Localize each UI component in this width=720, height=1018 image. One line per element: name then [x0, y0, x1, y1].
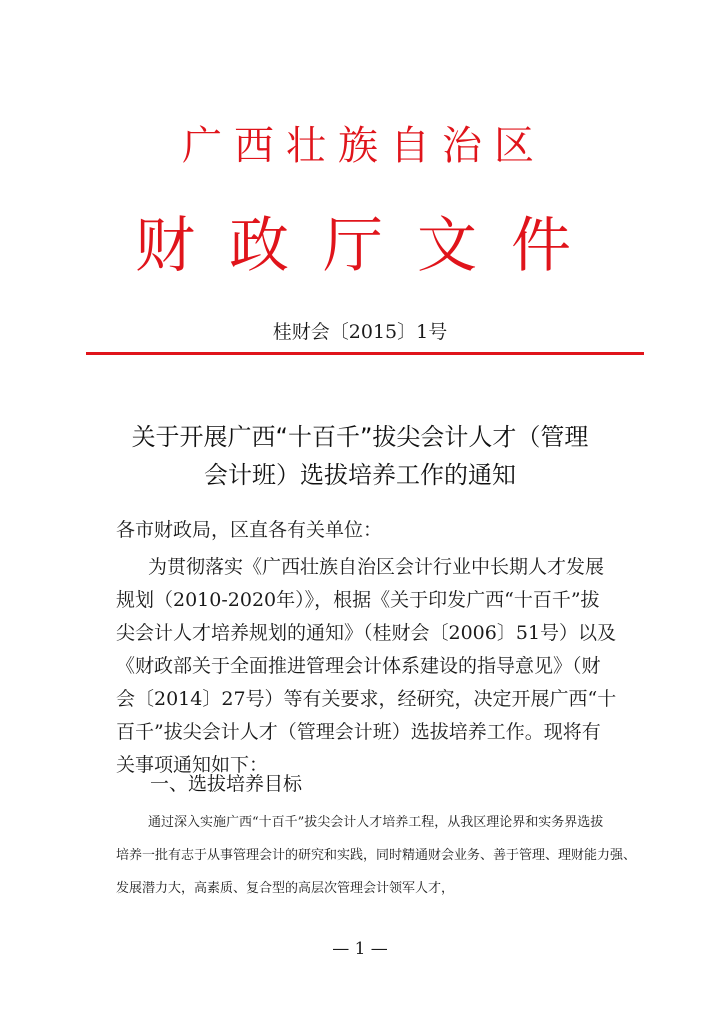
addressee: 各市财政局，区直各有关单位： — [116, 519, 383, 541]
paragraph-line: 尖会计人才培养规划的通知》（桂财会〔2006〕51号）以及 — [116, 622, 617, 644]
page-number: — 1 — — [332, 939, 388, 959]
document-title — [60, 418, 660, 494]
section-heading: 一、选拔培养目标 — [150, 773, 303, 795]
red-divider-line — [86, 352, 644, 355]
paragraph-line: 通过深入实施广西“十百千”拔尖会计人才培养工程，从我区理论界和实务界选拔 — [148, 815, 604, 830]
paragraph-line: 为贯彻落实《广西壮族自治区会计行业中长期人才发展 — [148, 556, 605, 578]
body-paragraph-1 — [116, 551, 617, 782]
paragraph-line: 会〔2014〕27号）等有关要求，经研究，决定开展广西“十 — [116, 688, 617, 710]
document-number: 桂财会〔2015〕1号 — [272, 321, 448, 343]
title-line-1: 关于开展广西“十百千”拔尖会计人才（管理 — [131, 423, 589, 451]
paragraph-line: 百千”拔尖会计人才（管理会计班）选拔培养工作。现将有 — [116, 721, 601, 743]
paragraph-line: 规划（2010-2020年）》，根据《关于印发广西“十百千”拔 — [116, 589, 600, 611]
paragraph-line: 《财政部关于全面推进管理会计体系建设的指导意见》（财 — [116, 655, 601, 677]
paragraph-line: 培养一批有志于从事管理会计的研究和实践，同时精通财会业务、善于管理、理财能力强、 — [116, 848, 637, 863]
issuer-name: 广西壮族自治区 — [182, 123, 546, 169]
paragraph-line: 发展潜力大，高素质、复合型的高层次管理会计领军人才， — [116, 881, 455, 896]
title-line-2: 会计班）选拔培养工作的通知 — [204, 461, 516, 489]
section-1-paragraph — [116, 806, 637, 905]
paragraph-line: 关事项通知如下： — [116, 754, 269, 776]
document-type-heading: 财政厅文件 — [135, 211, 605, 281]
